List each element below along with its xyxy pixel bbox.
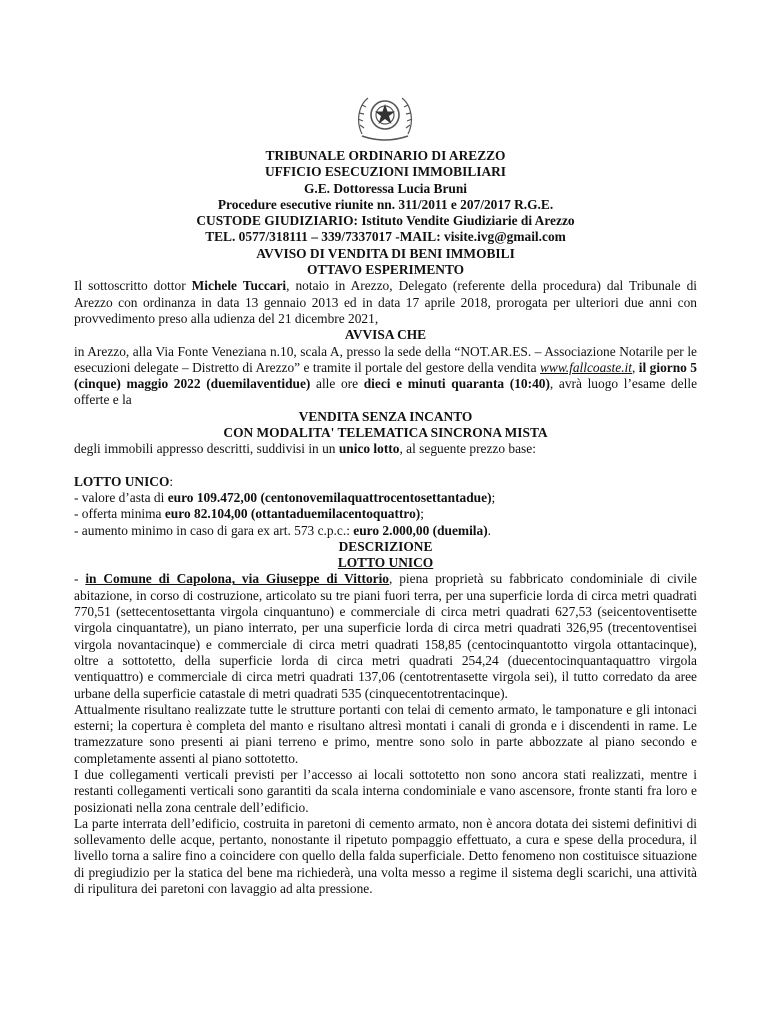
sale-date: il giorno 5 (cinque) maggio 2022 (duemilaventidue) [74,359,697,392]
header-office: UFFICIO ESECUZIONI IMMOBILIARI [264,164,507,180]
header-judge: G.E. Dottoressa Lucia Bruni [303,180,468,196]
lot-base-value: - valore d’asta di euro 109.472,00 (centonovemilaquattrocentosettantadue); [74,489,496,505]
auction-portal-link[interactable]: www.fallcoaste.it [539,359,632,375]
property-location: in Comune di Capolona, via Giuseppe di Vittorio [85,571,389,587]
sale-time: dieci e minuti quaranta (10:40) [363,376,550,392]
sale-title: VENDITA SENZA INCANTO [298,408,473,424]
header-procedures: Procedure esecutive riunite nn. 311/2011 e 207/2017 R.G.E. [217,196,554,212]
lot-minimum-offer: - offerta minima euro 82.104,00 (ottantaduemilacentoquattro); [74,506,424,522]
header-contacts: TEL. 0577/318111 – 339/7337017 -MAIL: visite.ivg@gmail.com [205,229,566,245]
sale-place-paragraph: in Arezzo, alla Via Fonte Veneziana n.10, scala A, presso la sede della “NOT.AR.ES. – Associazione Notarile per le esecuzioni delegate – Distretto di Arezzo” e tramite il portale del gestore della vendita www.fallcoaste.it, il giorno 5 (cinque) maggio 2022 (duemilaventidue) alle ore dieci e minuti quaranta (10:40), avrà luogo l’esame delle offerte e la [74,343,698,408]
sale-mode: CON MODALITA' TELEMATICA SINCRONA MISTA [223,425,548,441]
sale-lot-line: degli immobili appresso descritti, suddivisi in un unico lotto, al seguente prezzo base: [74,441,536,457]
intro-paragraph: Il sottoscritto dottor Michele Tuccari, notaio in Arezzo, Delegato (referente della procedura) dal Tribunale di Arezzo con ordinanza in data 13 gennaio 2013 ed in data 17 aprile 2018, prorogata per ulteriori due anni con provvedimento preso alla udienza del 21 dicembre 2021, [74,278,697,326]
description-lot-heading: LOTTO UNICO [337,555,434,571]
court-header [74,148,697,278]
description-paragraph-3: I due collegamenti verticali previsti per l’accesso ai locali sottotetto non sono ancora stati realizzati, mentre i restanti collegamenti verticali sono garantiti da scala interna condominiale e vano ascensore, fronte stanti fra loro e posizionati nella zona centrale dell’edificio. [74,766,697,815]
lot-title: LOTTO UNICO: [74,473,174,489]
avvisa-heading: AVVISA CHE [344,327,427,343]
description-paragraph-4: La parte interrata dell’edificio, costruita in paretoni di cemento armato, non è ancora dotata dei sistemi definitivi di sollevamento delle acque, pertanto, nonostante il ripetuto pompaggio effettuato, a cura e spese della procedura, il livello torna a salire fino a coincidere con quello della falda superficiale. Detto fenomeno non costituisce situazione di pregiudizio per la statica del bene ma richiederà, una volta messo a regime il sistema degli scarichi, una attività di ripulitura dei paretoni con lavaggio ad alta pressione. [74,815,697,897]
header-court: TRIBUNALE ORDINARIO DI AREZZO [265,148,506,163]
notice-title: AVVISO DI VENDITA DI BENI IMMOBILI [256,245,515,261]
notice-attempt: OTTAVO ESPERIMENTO [306,262,465,278]
description-paragraph-1: - in Comune di Capolona, via Giuseppe di Vittorio, piena proprietà su fabbricato condominiale di civile abitazione, in corso di costruzione, articolato su tre piani fuori terra, per una superficie lorda di circa metri quadrati 770,51 (settecentosettanta virgola cinquantuno) e commerciale di circa metri quadrati 627,53 (seicentoventisette virgola cinquantatre), un piano interrato, per una superficie lorda di circa metri quadrati 326,95 (trecentoventisei virgola novantacinque) e commerciale di circa metri quadrati 158,85 (centocinquantotto virgola ottantacinque), oltre a sottotetto, della superficie lorda di circa metri quadrati 254,24 (duecentocinquantaquattro virgola ventiquattro) e commerciale di circa metri quadrati 137,06 (centotrentasette virgola sei), il tutto corredato da aree urbane della superficie catastale di metri quadrati 535 (cinquecentotrentacinque). [74,571,697,701]
header-custodian: CUSTODE GIUDIZIARIO: Istituto Vendite Giudiziarie di Arezzo [196,213,575,229]
description-heading: DESCRIZIONE [338,538,433,554]
description-paragraph-2: Attualmente risultano realizzate tutte le strutture portanti con telai di cemento armato, le tamponature e gli intonaci esterni; la copertura è completa del manto e risultano altresì montati i canali di gronda e i discendenti in rame. Le tramezzature sono presenti ai piani terreno e primo, mentre sono solo in parte abbozzate al piano secondo e completamente assenti al piano sottotetto. [74,701,697,766]
lot-minimum-increase: - aumento minimo in caso di gara ex art. 573 c.p.c.: euro 2.000,00 (duemila). [74,522,492,538]
notary-name: Michele Tuccari [191,278,287,294]
